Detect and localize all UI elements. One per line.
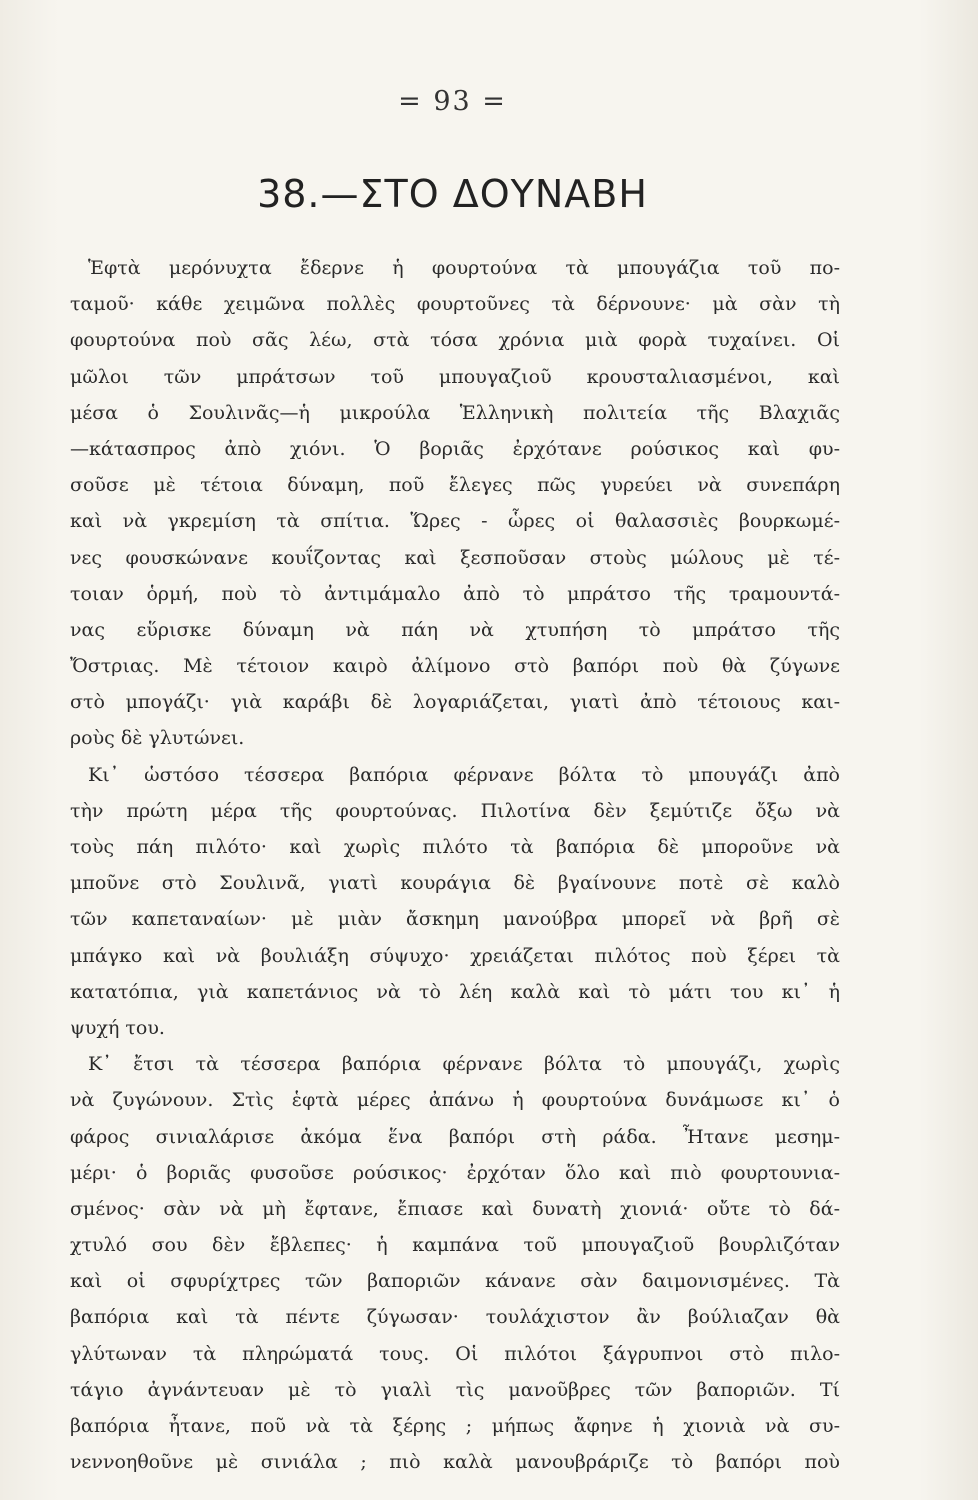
text-line: φάρος σινιαλάρισε ἀκόμα ἕνα βαπόρι στὴ ράδα. Ἦτανε μεσημ- [70, 1125, 840, 1148]
text-line: νες φουσκώνανε κουΐζοντας καὶ ξεσποῦσαν στοὺς μώλους μὲ τέ- [70, 546, 840, 569]
text-line: μποῦνε στὸ Σουλινᾶ, γιατὶ κουράγια δὲ βγαίνουνε ποτὲ σὲ καλὸ [70, 872, 840, 895]
text-line: Κ᾽ ἔτσι τὰ τέσσερα βαπόρια φέρνανε βόλτα τὸ μπουγάζι, χωρὶς [88, 1053, 840, 1076]
text-line: βαπόρια ἦτανε, ποῦ νὰ τὰ ξέρης ; μήπως ἄφηνε ἡ χιονιὰ νὰ συ- [70, 1415, 840, 1437]
text-line: μπάγκο καὶ νὰ βουλιάξη σύψυχο· χρειάζεται πιλότος ποὺ ξέρει τὰ [70, 944, 840, 967]
text-line: χτυλό σου δὲν ἔβλεπες· ἡ καμπάνα τοῦ μπουγαζιοῦ βουρλιζόταν [70, 1234, 840, 1257]
text-line: ταμοῦ· κάθε χειμῶνα πολλὲς φουρτοῦνες τὰ δέρνουνε· μὰ σὰν τὴ [70, 293, 840, 316]
text-line: βαπόρια καὶ τὰ πέντε ζύγωσαν· τουλάχιστον ἂν βούλιαζαν θὰ [70, 1306, 840, 1329]
text-line: στὸ μπογάζι· γιὰ καράβι δὲ λογαριάζεται, γιατὶ ἀπὸ τέτοιους και- [70, 691, 840, 714]
text-line: καὶ οἱ σφυρίχτρες τῶν βαποριῶν κάνανε σὰν δαιμονισμένες. Τὰ [70, 1270, 840, 1293]
text-line: κατατόπια, γιὰ καπετάνιος νὰ τὸ λέη καλὰ καὶ τὸ μάτι του κι᾽ ἡ [70, 980, 840, 1003]
text-line: νὰ ζυγώνουν. Στὶς ἑφτὰ μέρες ἀπάνω ἡ φουρτούνα δυνάμωσε κι᾽ ὁ [70, 1089, 840, 1112]
text-line: σοῦσε μὲ τέτοια δύναμη, ποῦ ἔλεγες πῶς γυρεύει νὰ συνεπάρη [70, 474, 840, 497]
text-line: νας εὕρισκε δύναμη νὰ πάη νὰ χτυπήση τὸ μπράτσο τῆς [70, 618, 840, 641]
text-line: μέσα ὁ Σουλινᾶς—ἡ μικρούλα Ἑλληνικὴ πολιτεία τῆς Βλαχιᾶς [70, 401, 840, 424]
text-line: ροὺς δὲ γλυτώνει. [70, 727, 245, 750]
text-line: καὶ νὰ γκρεμίση τὰ σπίτια. Ὥρες - ὧρες οἱ θαλασσιὲς βουρκωμέ- [70, 510, 840, 533]
text-line: φουρτούνα ποὺ σᾶς λέω, στὰ τόσα χρόνια μιὰ φορὰ τυχαίνει. Οἱ [70, 329, 840, 352]
text-line: Κι᾽ ὡστόσο τέσσερα βαπόρια φέρνανε βόλτα τὸ μπουγάζι ἀπὸ [88, 763, 840, 786]
text-line: Ὄστριας. Μὲ τέτοιον καιρὸ ἀλίμονο στὸ βαπόρι ποὺ θὰ ζύγωνε [70, 655, 840, 678]
text-line: ψυχή του. [70, 1016, 165, 1039]
text-line: γλύτωναν τὰ πληρώματά τους. Οἱ πιλότοι ξάγρυπνοι στὸ πιλο- [70, 1342, 840, 1365]
text-line: μῶλοι τῶν μπράτσων τοῦ μπουγαζιοῦ κρουσταλιασμένοι, καὶ [70, 365, 840, 388]
chapter-title: 38.—ΣΤΟ ΔΟΥΝΑΒΗ [257, 172, 648, 216]
text-line: νεννοηθοῦνε μὲ σινιάλα ; πιὸ καλὰ μανουβράριζε τὸ βαπόρι ποὺ [70, 1451, 840, 1474]
text-line: —κάτασπρος ἀπὸ χιόνι. Ὁ βοριᾶς ἐρχότανε ρούσικος καὶ φυ- [70, 437, 840, 460]
text-line: τὴν πρώτη μέρα τῆς φουρτούνας. Πιλοτίνα δὲν ξεμύτιζε ὄξω νὰ [70, 799, 840, 822]
body-text [70, 250, 840, 1480]
text-line: μέρι· ὁ βοριᾶς φυσοῦσε ρούσικος· ἐρχόταν ὅλο καὶ πιὸ φουρτουνια- [70, 1161, 840, 1184]
text-line: τάγιο ἀγνάντευαν μὲ τὸ γιαλὶ τὶς μανοῦβρες τῶν βαποριῶν. Τί [70, 1378, 840, 1401]
text-line: σμένος· σὰν νὰ μὴ ἔφτανε, ἔπιασε καὶ δυνατὴ χιονιά· οὔτε τὸ δά- [70, 1197, 840, 1220]
text-line: τοὺς πάη πιλότο· καὶ χωρὶς πιλότο τὰ βαπόρια δὲ μποροῦνε νὰ [70, 836, 840, 858]
page-number: = 93 = [398, 86, 507, 117]
text-line: τῶν καπεταναίων· μὲ μιὰν ἄσκημη μανούβρα μπορεῖ νὰ βρῆ σὲ [70, 908, 840, 931]
text-line: τοιαν ὁρμή, ποὺ τὸ ἀντιμάμαλο ἀπὸ τὸ μπράτσο τῆς τραμουντά- [70, 582, 840, 605]
text-line: Ἑφτὰ μερόνυχτα ἔδερνε ἡ φουρτούνα τὰ μπουγάζια τοῦ πο- [88, 257, 840, 279]
